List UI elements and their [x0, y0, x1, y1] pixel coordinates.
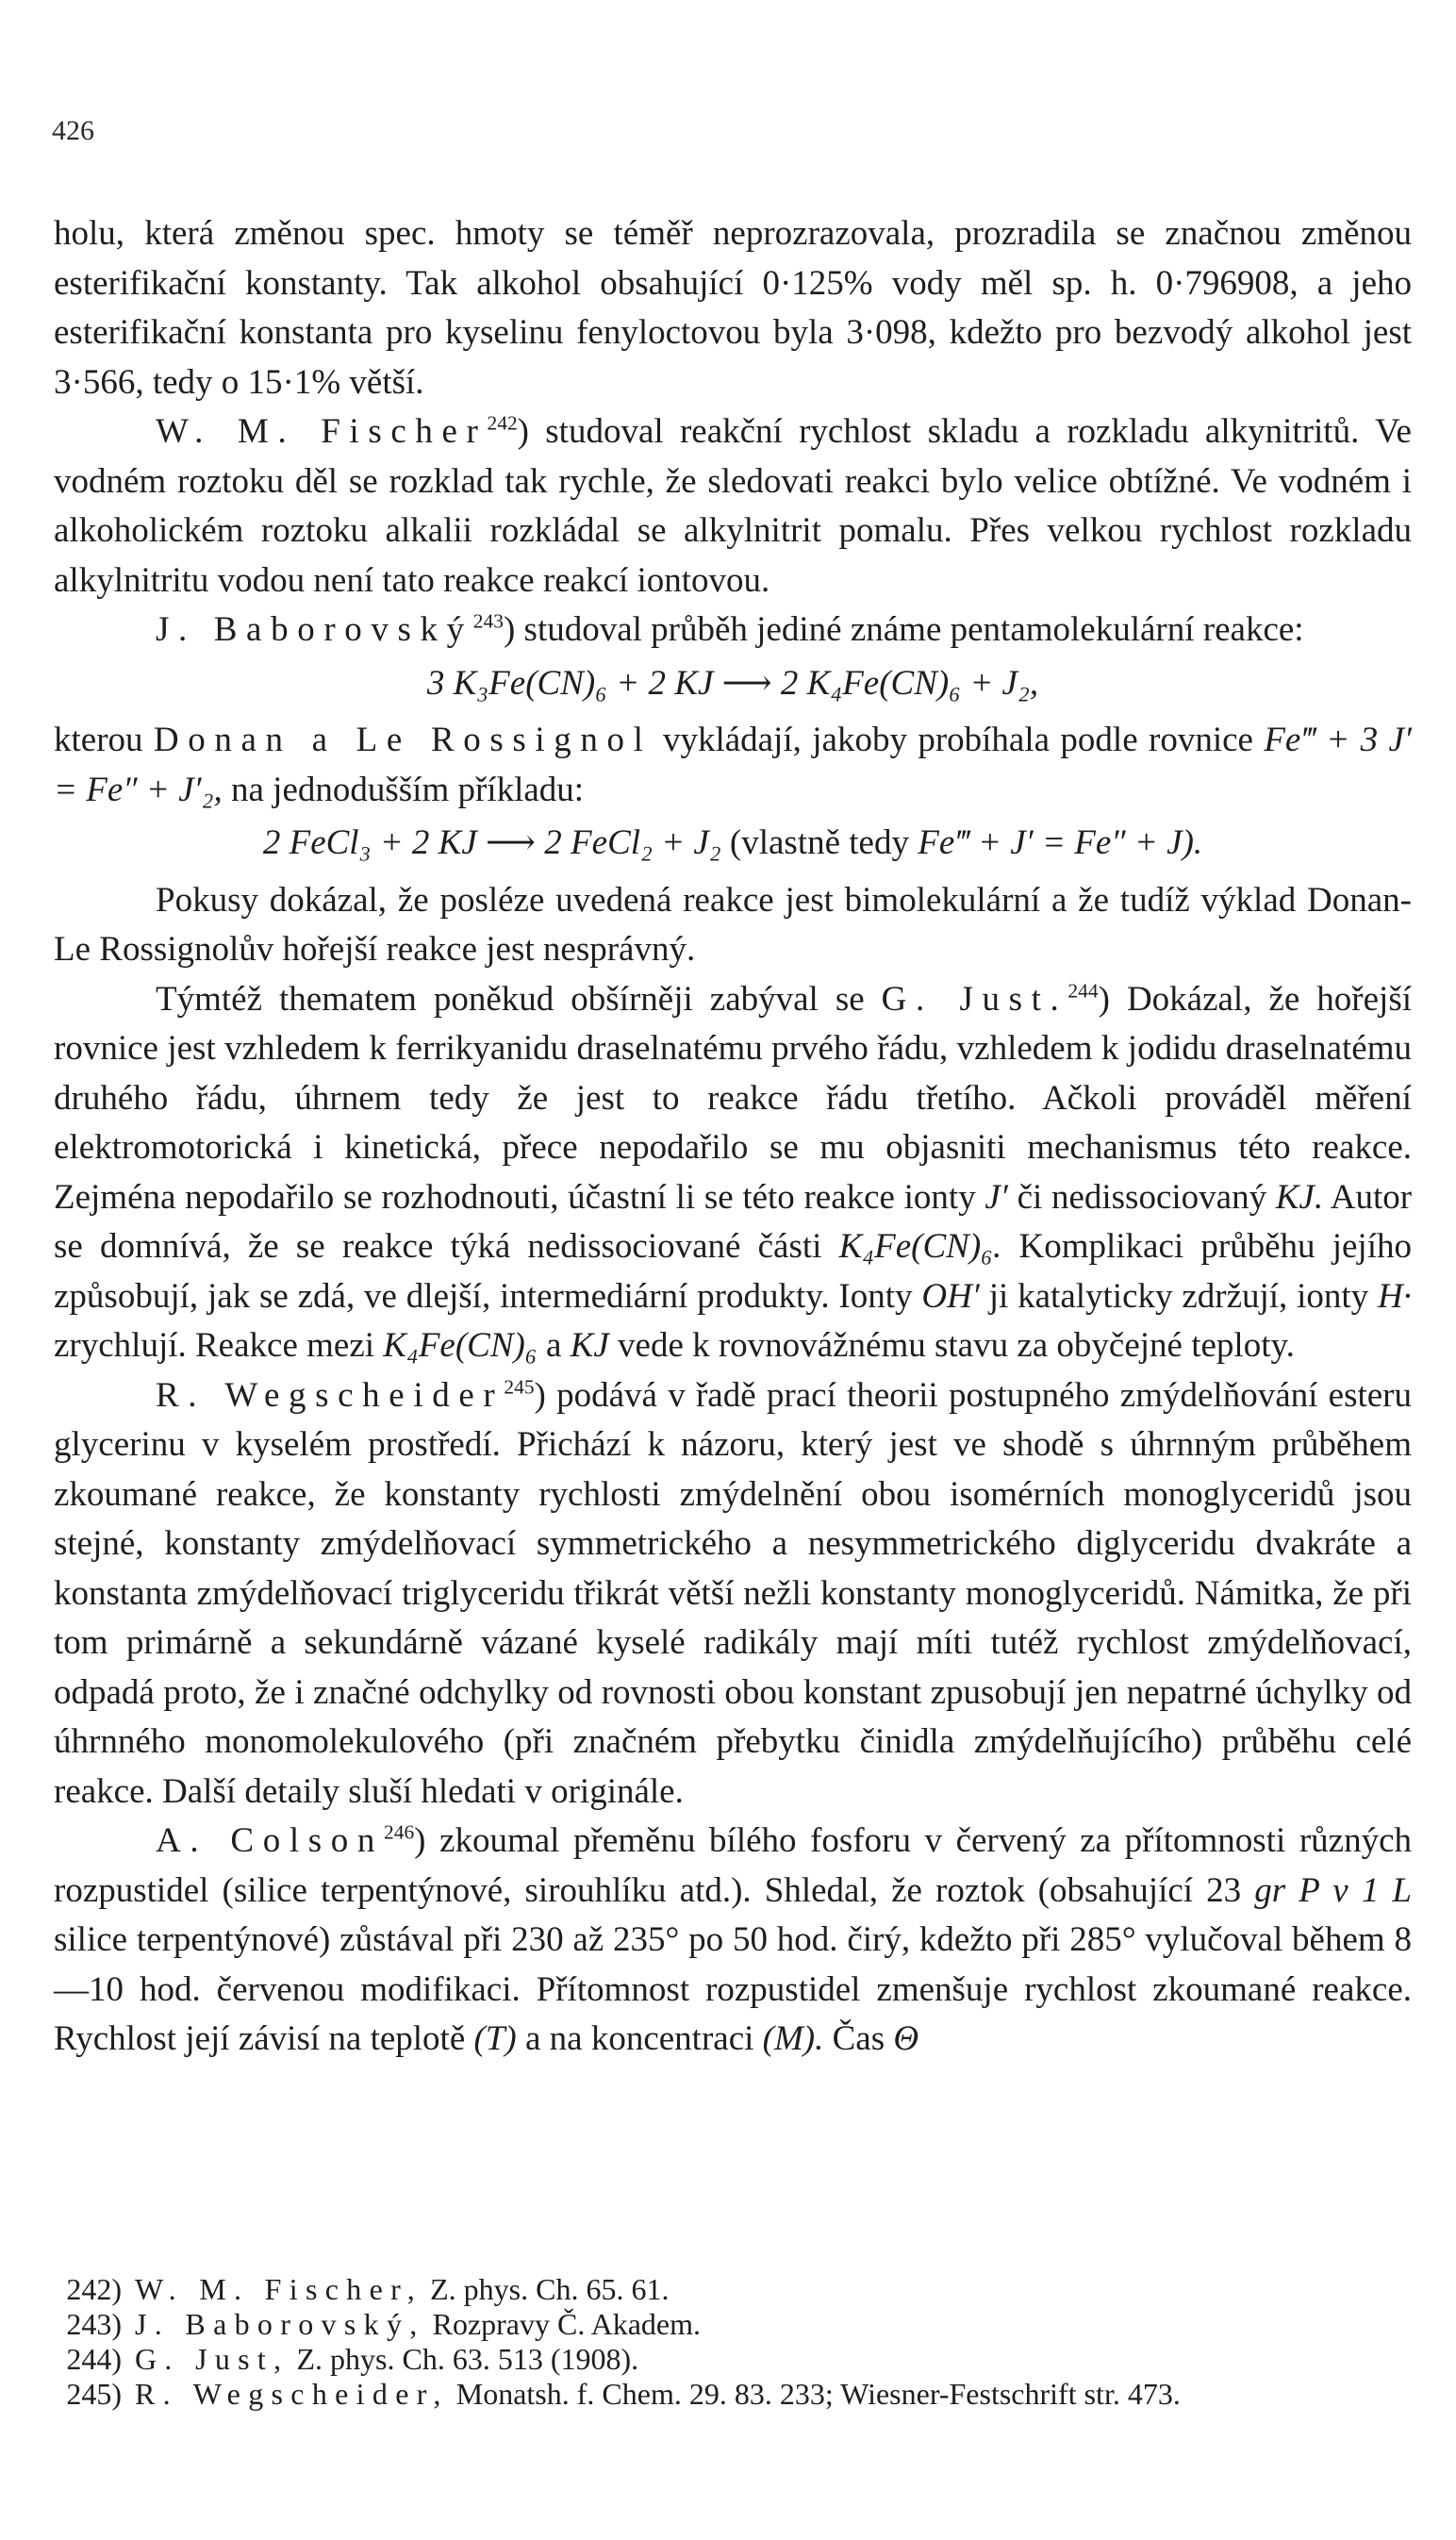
paragraph-text: podává v řadě prací theorii postupného zmýdelňování esteru glycerinu v kyselém prostředí. Přichází k názoru, který jest ve shodě s úhrnným průběhem zkoumané reakce, že konstanty rychlosti zmýdelnění obou isomérních monoglyceridů jsou stejné, konstanty zmýdelňovací symmetrického a nesymmetrického diglyceridu dvakráte a konstanta zmýdelňovací triglyceridu třikrát větší nežli konstanty monoglyceridů. Námitka, že při tom primárně a sekundárně vázané kyselé radikály mají míti tutéž rychlost zmýdelňovací, odpadá proto, že i značné odchylky od rovnosti obou konstant zpusobují jen nepatrné úchylky od úhrnného monomolekulového (při značném přebytku činidla zmýdelňujícího) průběhu celé reakce. Další detaily sluší hledati v originále.: [54, 1375, 1413, 1811]
equation-part: Fe‴ + J′ = Fe″ + J).: [918, 823, 1203, 862]
paragraph-text: studoval průběh jediné známe pentamolekulární reakce:: [523, 610, 1304, 649]
equation-2: [54, 819, 1412, 869]
paragraph-colson: A. Colson$^{246}$) zkoumal přeměnu bílého fosforu v červený za přítomnosti různých rozpustidel (silice terpentýnové, sirouhlíku atd.). Shledal, že roztok (obsahující 23 gr P v 1 L silice terpentýnové) zůstával při 230 až 235° po 50 hod. čirý, kdežto při 285° vylučoval během 8—10 hod. červenou modifikaci. Přítomnost rozpustidel zmenšuje rychlost zkoumané reakce. Rychlost její závisí na teplotě (T) a na koncentraci (M). Čas Θ: [54, 1820, 1413, 2058]
formula: J′: [984, 1177, 1008, 1217]
paragraph-1: holu, která změnou spec. hmoty se téměř neprozrazovala, prozradila se značnou změnou esterifikační konstanty. Tak alkohol obsahující 0·125% vody měl sp. h. 0·796908, a jeho esterifikační konstanta pro kyselinu fenyloctovou byla 3·098, kdežto pro bezvodý alkohol jest 3·566, tedy o 15·1% větší.: [54, 214, 1412, 402]
text-run: Autor se domnívá, že se reakce týká nedissociované části: [54, 1177, 1413, 1266]
footnote-mark: 243): [66, 2307, 122, 2341]
paragraph-pokusy: Pokusy dokázal, že posléze uvedená reakce jest bimolekulární a že tudíž výklad Donan-Le Rossignolův hořejší reakce jest nesprávný.: [54, 880, 1412, 969]
equation-note: (vlastně tedy: [729, 823, 909, 862]
formula: (T): [473, 2019, 517, 2058]
paragraph-donan: [54, 716, 1412, 815]
formula: OH′: [921, 1276, 980, 1316]
text-run: zrychlují. Reakce mezi: [54, 1326, 375, 1365]
formula: KJ: [570, 1326, 609, 1365]
inline-equation: Fe‴ + 3 J′ = Fe″ + J′₂,: [54, 721, 1412, 809]
text-run: Týmtéž thematem poněkud obšírněji zabýval se: [156, 979, 865, 1019]
footnote-244: [54, 2342, 1412, 2377]
author-name: J. Baborovský: [156, 610, 473, 649]
text-run: Čas: [832, 2019, 885, 2058]
text-run: a na koncentraci: [524, 2019, 754, 2058]
text-run: silice terpentýnové) zůstával při 230 až 235° po 50 hod. čirý, kdežto při 285° vylučoval během 8—10 hod. červenou modifikaci. Přítomnost rozpustidel zmenšuje rychlost zkoumané reakce. Rychlost její závisí na teplotě: [54, 1920, 1412, 2058]
formula: K₄Fe(CN)₆.: [838, 1227, 1002, 1266]
paragraph-text: studoval reakční rychlost skladu a rozkladu alkynitritů. Ve vodném roztoku děl se rozklad tak rychle, že sledovati reakci bylo velice obtížné. Ve vodném i alkoholickém roztoku alkalii rozkládal se alkylnitrit pomalu. Přes velkou rychlost rozkladu alkylnitritu vodou není tato reakce reakcí iontovou.: [54, 412, 1412, 600]
footnote-text: Rozpravy Č. Akadem.: [432, 2307, 701, 2341]
paragraph-fischer: W. M. Fischer$^{242}$) studoval reakční rychlost skladu a rozkladu alkynitritů. Ve vodném roztoku děl se rozklad tak rychle, že sledovati reakci bylo velice obtížné. Ve vodném i alkoholickém roztoku alkalii rozkládal se alkylnitrit pomalu. Přes velkou rychlost rozkladu alkylnitritu vodou není tato reakce reakcí iontovou.: [54, 411, 1412, 600]
text-run: zkoumal přeměnu bílého fosforu v červený za přítomnosti různých rozpustidel (silice terpentýnové, sirouhlíku atd.). Shledal, že roztok (obsahující 23: [54, 1821, 1412, 1910]
footnote-ref: 243: [472, 609, 504, 633]
text-run: kterou: [54, 721, 143, 759]
footnote-ref: 242: [487, 411, 518, 435]
text-run: vykládají, jakoby probíhala podle rovnice: [662, 721, 1253, 759]
footnote-242: [54, 2272, 1412, 2307]
footnote-author: W. M. Fischer,: [135, 2272, 423, 2306]
footnote-mark: 244): [66, 2342, 122, 2376]
footnote-243: [54, 2307, 1412, 2342]
text-run: ji katalyticky zdržují, ionty: [988, 1276, 1369, 1316]
footnote-245: [54, 2377, 1412, 2412]
author-name: G. Just.: [881, 979, 1068, 1019]
text-run: či nedissociovaný: [1017, 1177, 1267, 1217]
body-text: [54, 209, 1412, 2065]
footnote-author: R. Wegscheider,: [135, 2377, 449, 2411]
author-name: A. Colson: [156, 1821, 384, 1860]
author-names: Donan a Le Rossignol: [153, 721, 653, 759]
formula: gr P v 1 L: [1254, 1870, 1413, 1910]
footnote-mark: 242): [66, 2272, 122, 2306]
paragraph-just: Týmtéž thematem poněkud obšírněji zabýval se G. Just.$^{244}$) Dokázal, že hořejší rovnice jest vzhledem k ferrikyanidu draselnatému prvého řádu, vzhledem k jodidu draselnatému druhého řádu, úhrnem tedy že jest to reakce řádu třetího. Ačkoli prováděl měření elektromotorická i kinetická, přece nepodařilo se mu objasniti mechanismus této reakce. Zejména nepodařilo se rozhodnouti, účastní li se této reakce ionty J′ či nedissociovaný KJ. Autor se domnívá, že se reakce týká nedissociované části K₄Fe(CN)₆. Komplikaci průběhu jejího způsobují, jak se zdá, ve dlejší, intermediární produkty. Ionty OH′ ji katalyticky zdržují, ionty H· zrychlují. Reakce mezi K₄Fe(CN)₆ a KJ vede k rovnovážnému stavu za obyčejné teploty.: [54, 979, 1413, 1365]
text-run: vede k rovnovážnému stavu za obyčejné teploty.: [618, 1326, 1295, 1365]
footnote-ref: 246: [383, 1820, 415, 1844]
footnote-author: J. Baborovský,: [135, 2307, 425, 2341]
paragraph-wegscheider: R. Wegscheider$^{245}$) podává v řadě prací theorii postupného zmýdelňování esteru glycerinu v kyselém prostředí. Přichází k názoru, který jest ve shodě s úhrnným průběhem zkoumané reakce, že konstanty rychlosti zmýdelnění obou isomérních monoglyceridů jsou stejné, konstanty zmýdelňovací symmetrického a nesymmetrického diglyceridu dvakráte a konstanta zmýdelňovací triglyceridu třikrát větší nežli konstanty monoglyceridů. Námitka, že při tom primárně a sekundárně vázané kyselé radikály mají míti tutéž rychlost zmýdelňovací, odpadá proto, že i značné odchylky od rovnosti obou konstant zpusobují jen nepatrné úchylky od úhrnného monomolekulového (při značném přebytku činidla zmýdelňujícího) průběhu celé reakce. Další detaily sluší hledati v originále.: [54, 1375, 1413, 1811]
footnote-mark: 245): [66, 2377, 122, 2411]
equation-1: 3 K₃Fe(CN)₆ + 2 KJ ⟶ 2 K₄Fe(CN)₆ + J₂,: [426, 663, 1039, 703]
page-number: 426: [52, 115, 94, 146]
footnote-author: G. Just,: [135, 2342, 290, 2376]
text-run: a: [545, 1326, 562, 1365]
text-run: Komplikaci průběhu jejího způsobují, jak se zdá, ve dlejší, intermediární produkty. Ionty: [54, 1227, 1412, 1316]
paragraph-baborovsky: J. Baborovský$^{243}$) studoval průběh jediné známe pentamolekulární reakce:: [156, 609, 1304, 649]
footnote-text: Z. phys. Ch. 63. 513 (1908).: [296, 2342, 639, 2376]
formula: KJ.: [1275, 1177, 1324, 1217]
footnote-ref: 244: [1067, 979, 1099, 1003]
formula: (M).: [762, 2019, 824, 2058]
author-name: R. Wegscheider: [156, 1375, 505, 1415]
equation-part: 2 FeCl₃ + 2 KJ ⟶ 2 FeCl₂ + J₂: [262, 823, 721, 862]
footnotes: [54, 2272, 1412, 2412]
text-run: na jednodušším příkladu:: [231, 770, 585, 809]
formula: Θ: [893, 2019, 919, 2058]
footnote-text: Monatsh. f. Chem. 29. 83. 233; Wiesner-Festschrift str. 473.: [455, 2377, 1181, 2411]
footnote-text: Z. phys. Ch. 65. 61.: [430, 2272, 670, 2306]
footnote-ref: 245: [504, 1375, 535, 1399]
formula: H·: [1378, 1276, 1412, 1316]
author-name: W. M. Fischer: [156, 412, 488, 451]
text-run: Dokázal, že hořejší rovnice jest vzhledem k ferrikyanidu draselnatému prvého řádu, vzhledem k jodidu draselnatému druhého řádu, úhrnem tedy že jest to reakce řádu třetího. Ačkoli prováděl měření elektromotorická i kinetická, přece nepodařilo se mu objasniti mechanismus této reakce. Zejména nepodařilo se rozhodnouti, účastní li se této reakce ionty: [54, 979, 1412, 1217]
formula: K₄Fe(CN)₆: [383, 1326, 538, 1365]
